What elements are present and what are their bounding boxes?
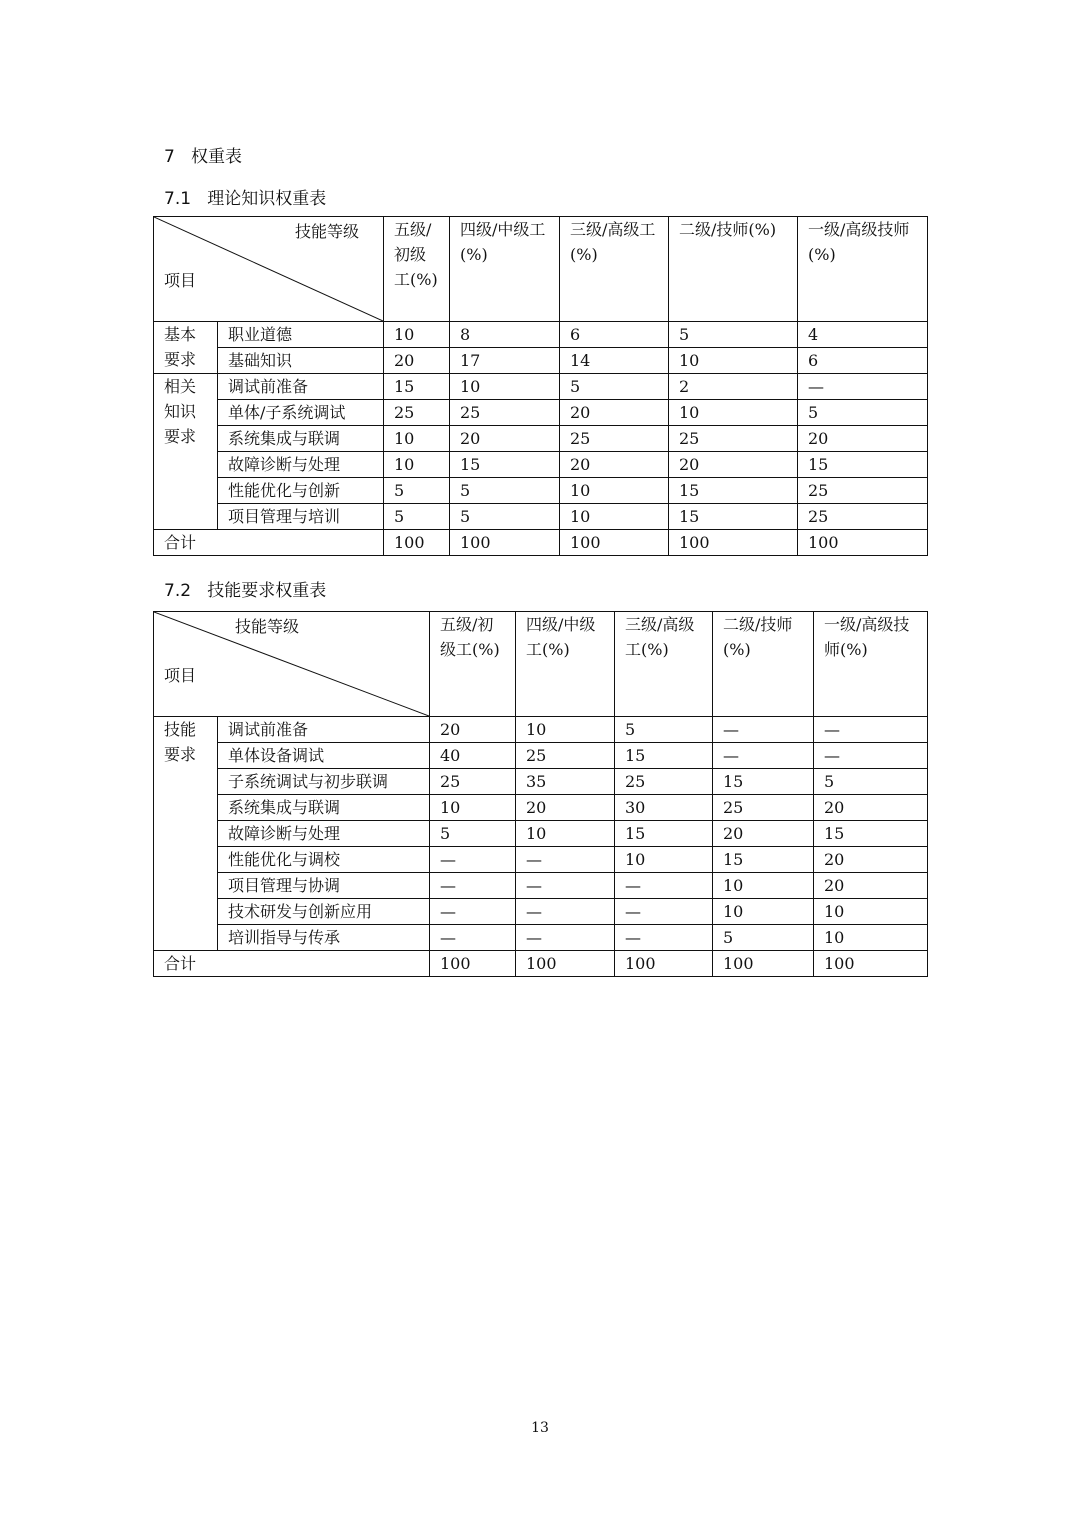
- cell: 20: [669, 452, 798, 478]
- table-corner-header: [154, 217, 384, 322]
- total-cell: 100: [713, 951, 814, 977]
- cell: —: [713, 743, 814, 769]
- section-number: 7: [164, 147, 175, 167]
- cell: 10: [615, 847, 713, 873]
- table-row: [154, 795, 928, 821]
- cell: 5: [615, 717, 713, 743]
- row-item: 培训指导与传承: [218, 925, 430, 951]
- column-header: 一级/高级技师(%): [798, 217, 928, 322]
- column-header: 五级/初级工(%): [384, 217, 450, 322]
- cell: 10: [516, 717, 615, 743]
- cell: —: [615, 925, 713, 951]
- total-cell: 100: [615, 951, 713, 977]
- row-item: 性能优化与调校: [218, 847, 430, 873]
- cell: 15: [713, 769, 814, 795]
- cell: 10: [669, 348, 798, 374]
- cell: 17: [450, 348, 560, 374]
- total-row: [154, 530, 928, 556]
- row-item: 职业道德: [218, 322, 384, 348]
- cell: —: [615, 873, 713, 899]
- corner-level-label: 技能等级: [234, 617, 299, 636]
- cell: 6: [560, 322, 669, 348]
- cell: —: [798, 374, 928, 400]
- table-row: [154, 478, 928, 504]
- cell: 15: [450, 452, 560, 478]
- cell: —: [516, 925, 615, 951]
- cell: 20: [798, 426, 928, 452]
- column-header: 四级/中级工(%): [450, 217, 560, 322]
- cell: 5: [560, 374, 669, 400]
- total-cell: 100: [450, 530, 560, 556]
- row-item: 调试前准备: [218, 374, 384, 400]
- cell: 10: [384, 452, 450, 478]
- cell: 20: [814, 795, 928, 821]
- row-item: 故障诊断与处理: [218, 821, 430, 847]
- row-item: 项目管理与培训: [218, 504, 384, 530]
- column-header: 三级/高级工(%): [560, 217, 669, 322]
- cell: —: [615, 899, 713, 925]
- table-row: [154, 452, 928, 478]
- cell: 25: [713, 795, 814, 821]
- table-row: [154, 821, 928, 847]
- cell: 20: [516, 795, 615, 821]
- cell: 25: [560, 426, 669, 452]
- total-cell: 100: [560, 530, 669, 556]
- row-item: 子系统调试与初步联调: [218, 769, 430, 795]
- column-header: 一级/高级技师(%): [814, 612, 928, 717]
- cell: —: [430, 847, 516, 873]
- table-corner-header: [154, 612, 430, 717]
- column-header: 三级/高级工(%): [615, 612, 713, 717]
- theory-weight-table: [153, 216, 928, 556]
- cell: 15: [669, 478, 798, 504]
- subsection-number: 7.2: [164, 581, 192, 601]
- cell: 2: [669, 374, 798, 400]
- cell: 4: [798, 322, 928, 348]
- section-heading: [164, 142, 242, 167]
- corner-item-label: 项目: [164, 271, 197, 290]
- cell: 10: [814, 899, 928, 925]
- cell: —: [713, 717, 814, 743]
- cell: 25: [516, 743, 615, 769]
- total-cell: 100: [669, 530, 798, 556]
- cell: —: [516, 899, 615, 925]
- subsection-heading-7-1: [164, 184, 326, 209]
- section-title: 权重表: [191, 147, 243, 167]
- total-cell: 100: [430, 951, 516, 977]
- cell: 10: [516, 821, 615, 847]
- cell: 25: [798, 478, 928, 504]
- cell: 5: [450, 504, 560, 530]
- group-label: 基本要求: [154, 322, 218, 374]
- cell: 5: [384, 478, 450, 504]
- corner-level-label: 技能等级: [294, 222, 359, 241]
- total-cell: 100: [814, 951, 928, 977]
- cell: 25: [384, 400, 450, 426]
- table-row: [154, 899, 928, 925]
- table-row: [154, 374, 928, 400]
- cell: —: [430, 899, 516, 925]
- table-row: [154, 348, 928, 374]
- total-label: 合计: [154, 951, 430, 977]
- cell: 25: [798, 504, 928, 530]
- table-row: [154, 504, 928, 530]
- cell: 10: [430, 795, 516, 821]
- cell: 25: [669, 426, 798, 452]
- cell: 10: [713, 873, 814, 899]
- cell: 10: [384, 322, 450, 348]
- column-header: 四级/中级工(%): [516, 612, 615, 717]
- table-row: [154, 717, 928, 743]
- column-header: 五级/初级工(%): [430, 612, 516, 717]
- cell: 30: [615, 795, 713, 821]
- cell: 5: [669, 322, 798, 348]
- cell: 5: [384, 504, 450, 530]
- cell: 5: [450, 478, 560, 504]
- row-item: 单体/子系统调试: [218, 400, 384, 426]
- corner-item-label: 项目: [164, 666, 197, 685]
- subsection-number: 7.1: [164, 189, 192, 209]
- cell: 25: [430, 769, 516, 795]
- cell: 35: [516, 769, 615, 795]
- cell: 15: [814, 821, 928, 847]
- cell: 20: [814, 847, 928, 873]
- cell: —: [516, 873, 615, 899]
- subsection-heading-7-2: [164, 576, 326, 601]
- row-item: 单体设备调试: [218, 743, 430, 769]
- cell: 10: [450, 374, 560, 400]
- cell: 8: [450, 322, 560, 348]
- cell: 15: [713, 847, 814, 873]
- cell: 15: [615, 821, 713, 847]
- cell: 20: [430, 717, 516, 743]
- table-row: [154, 847, 928, 873]
- cell: 14: [560, 348, 669, 374]
- cell: 20: [450, 426, 560, 452]
- cell: 10: [384, 426, 450, 452]
- cell: 20: [560, 452, 669, 478]
- skill-weight-table: [153, 611, 928, 977]
- subsection-title: 技能要求权重表: [207, 581, 327, 601]
- cell: 5: [814, 769, 928, 795]
- cell: 5: [430, 821, 516, 847]
- cell: 10: [814, 925, 928, 951]
- total-label: 合计: [154, 530, 384, 556]
- cell: 20: [814, 873, 928, 899]
- group-label: 技能要求: [154, 717, 218, 951]
- cell: —: [814, 743, 928, 769]
- cell: —: [516, 847, 615, 873]
- cell: 25: [615, 769, 713, 795]
- cell: 15: [669, 504, 798, 530]
- row-item: 基础知识: [218, 348, 384, 374]
- total-cell: 100: [516, 951, 615, 977]
- table-row: [154, 743, 928, 769]
- group-label: 相关知识要求: [154, 374, 218, 530]
- table-row: [154, 400, 928, 426]
- column-header: 二级/技师(%): [713, 612, 814, 717]
- cell: 10: [669, 400, 798, 426]
- page-number: 13: [531, 1420, 549, 1436]
- row-item: 调试前准备: [218, 717, 430, 743]
- table-row: [154, 769, 928, 795]
- row-item: 系统集成与联调: [218, 426, 384, 452]
- row-item: 技术研发与创新应用: [218, 899, 430, 925]
- cell: 15: [798, 452, 928, 478]
- cell: 20: [560, 400, 669, 426]
- cell: 10: [713, 899, 814, 925]
- cell: 25: [450, 400, 560, 426]
- cell: 6: [798, 348, 928, 374]
- total-cell: 100: [384, 530, 450, 556]
- cell: —: [814, 717, 928, 743]
- cell: 15: [384, 374, 450, 400]
- table-row: [154, 873, 928, 899]
- subsection-title: 理论知识权重表: [207, 189, 327, 209]
- cell: 40: [430, 743, 516, 769]
- cell: 15: [615, 743, 713, 769]
- table-row: [154, 322, 928, 348]
- table-row: [154, 426, 928, 452]
- cell: 20: [713, 821, 814, 847]
- cell: 5: [798, 400, 928, 426]
- cell: —: [430, 925, 516, 951]
- total-row: [154, 951, 928, 977]
- cell: 10: [560, 504, 669, 530]
- cell: 5: [713, 925, 814, 951]
- cell: 10: [560, 478, 669, 504]
- row-item: 系统集成与联调: [218, 795, 430, 821]
- column-header: 二级/技师(%): [669, 217, 798, 322]
- row-item: 项目管理与协调: [218, 873, 430, 899]
- row-item: 性能优化与创新: [218, 478, 384, 504]
- cell: 20: [384, 348, 450, 374]
- table-row: [154, 925, 928, 951]
- row-item: 故障诊断与处理: [218, 452, 384, 478]
- total-cell: 100: [798, 530, 928, 556]
- cell: —: [430, 873, 516, 899]
